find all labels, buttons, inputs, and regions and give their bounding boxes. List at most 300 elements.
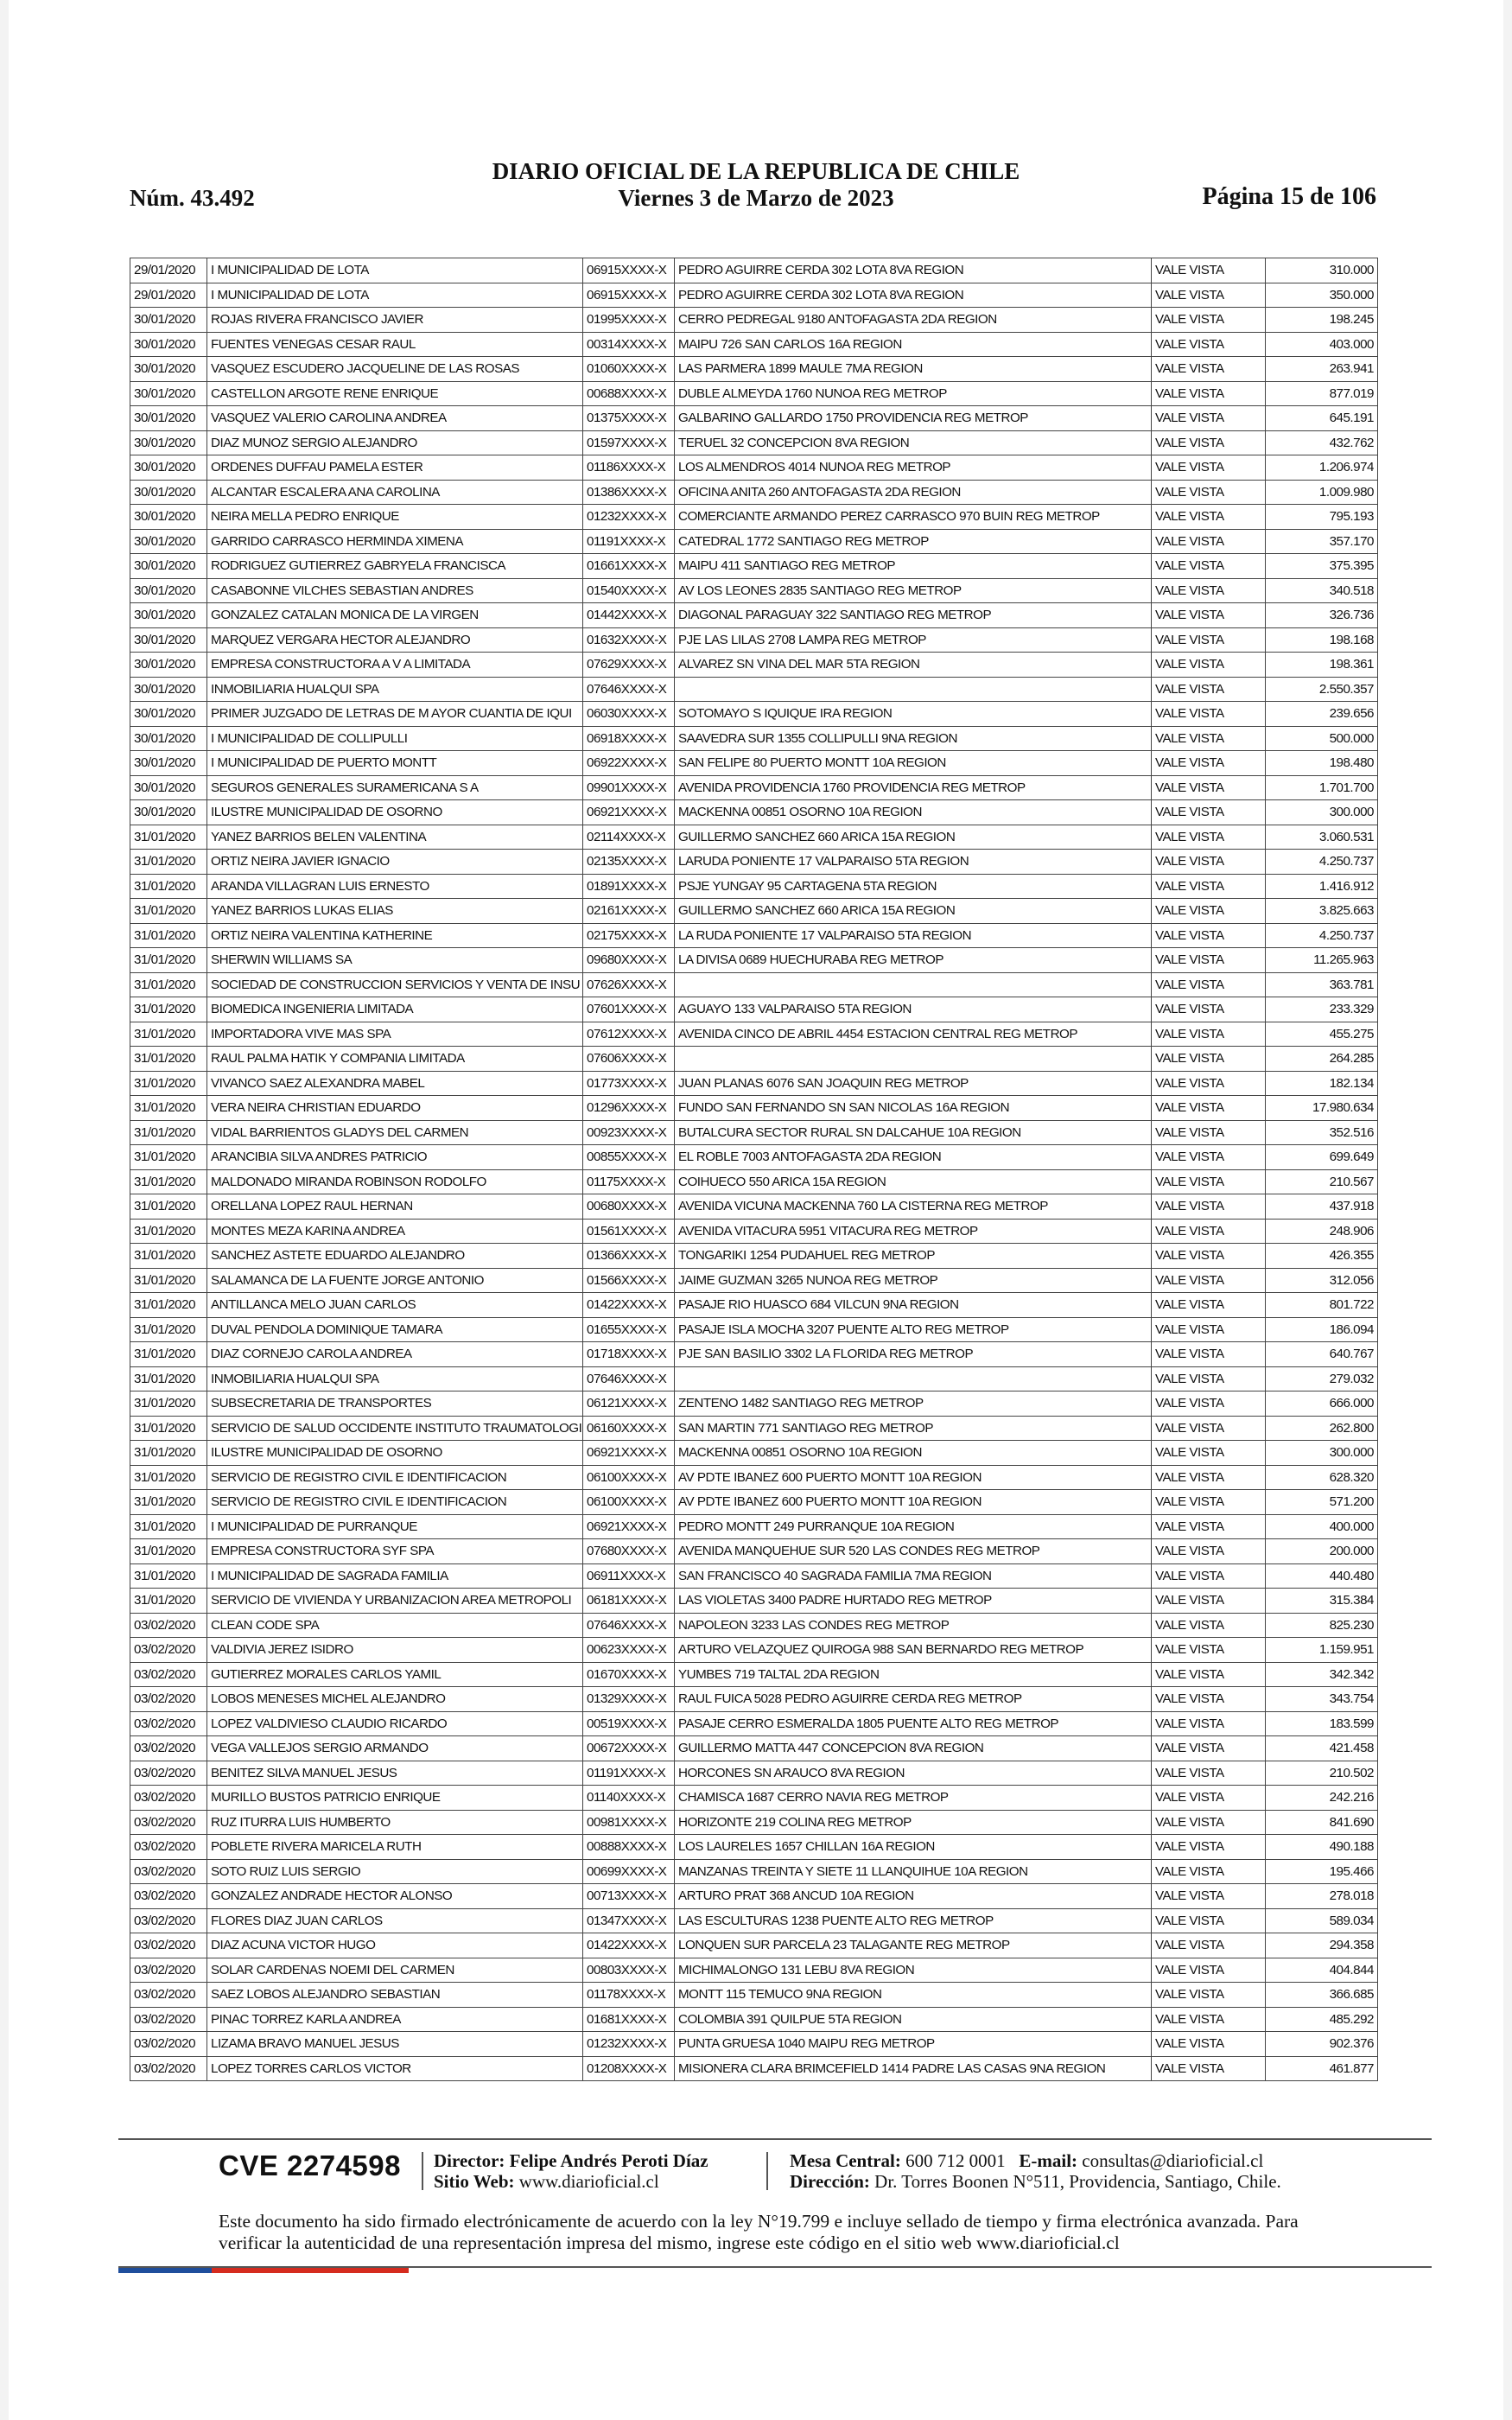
address-cell: GUILLERMO SANCHEZ 660 ARICA 15A REGION bbox=[675, 825, 1152, 850]
web-link[interactable]: www.diarioficial.cl bbox=[518, 2171, 659, 2192]
mesa-label: Mesa Central: bbox=[790, 2150, 901, 2171]
date-cell: 31/01/2020 bbox=[130, 1268, 207, 1293]
rut-cell: 09680XXXX-X bbox=[583, 948, 675, 973]
table-row bbox=[130, 603, 1378, 628]
address-cell: RAUL FUICA 5028 PEDRO AGUIRRE CERDA REG METROP bbox=[675, 1687, 1152, 1712]
rut-cell: 06921XXXX-X bbox=[583, 1441, 675, 1466]
table-row bbox=[130, 1736, 1378, 1761]
name-cell: BIOMEDICA INGENIERIA LIMITADA bbox=[207, 997, 583, 1022]
amount-cell: 262.800 bbox=[1266, 1416, 1378, 1441]
table-row bbox=[130, 1563, 1378, 1589]
amount-cell: 294.358 bbox=[1266, 1933, 1378, 1958]
amount-cell: 666.000 bbox=[1266, 1392, 1378, 1417]
table-row bbox=[130, 381, 1378, 406]
date-cell: 31/01/2020 bbox=[130, 972, 207, 997]
table-row bbox=[130, 997, 1378, 1022]
address-cell: AVENIDA PROVIDENCIA 1760 PROVIDENCIA REG METROP bbox=[675, 775, 1152, 800]
rut-cell: 01329XXXX-X bbox=[583, 1687, 675, 1712]
rut-cell: 01232XXXX-X bbox=[583, 2032, 675, 2057]
address-cell bbox=[675, 677, 1152, 702]
method-cell: VALE VISTA bbox=[1152, 1835, 1266, 1860]
amount-cell: 1.416.912 bbox=[1266, 874, 1378, 899]
address-cell: LAS ESCULTURAS 1238 PUENTE ALTO REG METROP bbox=[675, 1908, 1152, 1933]
table-row bbox=[130, 430, 1378, 455]
amount-cell: 500.000 bbox=[1266, 726, 1378, 751]
table-row bbox=[130, 627, 1378, 653]
name-cell: CLEAN CODE SPA bbox=[207, 1613, 583, 1638]
date-cell: 30/01/2020 bbox=[130, 455, 207, 481]
address-cell: AVENIDA MANQUEHUE SUR 520 LAS CONDES REG METROP bbox=[675, 1539, 1152, 1564]
method-cell: VALE VISTA bbox=[1152, 1219, 1266, 1244]
rut-cell: 09901XXXX-X bbox=[583, 775, 675, 800]
name-cell: VASQUEZ ESCUDERO JACQUELINE DE LAS ROSAS bbox=[207, 357, 583, 382]
rut-cell: 01655XXXX-X bbox=[583, 1317, 675, 1342]
payments-table-body bbox=[130, 258, 1378, 2081]
rut-cell: 07680XXXX-X bbox=[583, 1539, 675, 1564]
rut-cell: 06030XXXX-X bbox=[583, 702, 675, 727]
table-row bbox=[130, 1047, 1378, 1072]
date-cell: 31/01/2020 bbox=[130, 850, 207, 875]
cve-code: CVE 2274598 bbox=[219, 2149, 401, 2181]
name-cell: FUENTES VENEGAS CESAR RAUL bbox=[207, 332, 583, 357]
method-cell: VALE VISTA bbox=[1152, 1465, 1266, 1490]
table-row bbox=[130, 1219, 1378, 1244]
rut-cell: 01891XXXX-X bbox=[583, 874, 675, 899]
amount-cell: 198.361 bbox=[1266, 653, 1378, 678]
method-cell: VALE VISTA bbox=[1152, 308, 1266, 333]
table-row bbox=[130, 825, 1378, 850]
date-cell: 03/02/2020 bbox=[130, 1786, 207, 1811]
email-label: E-mail: bbox=[1019, 2150, 1078, 2171]
table-row bbox=[130, 1613, 1378, 1638]
amount-cell: 461.877 bbox=[1266, 2056, 1378, 2081]
address-cell: GUILLERMO SANCHEZ 660 ARICA 15A REGION bbox=[675, 899, 1152, 924]
flag-stripe-blue bbox=[118, 2268, 212, 2273]
method-cell: VALE VISTA bbox=[1152, 1194, 1266, 1220]
email-link[interactable]: consultas@diarioficial.cl bbox=[1082, 2150, 1264, 2171]
table-row bbox=[130, 2056, 1378, 2081]
amount-cell: 300.000 bbox=[1266, 800, 1378, 825]
table-row bbox=[130, 775, 1378, 800]
gazette-title: DIARIO OFICIAL DE LA REPUBLICA DE CHILE bbox=[492, 158, 1020, 184]
date-cell: 03/02/2020 bbox=[130, 1638, 207, 1663]
amount-cell: 183.599 bbox=[1266, 1711, 1378, 1736]
method-cell: VALE VISTA bbox=[1152, 1293, 1266, 1318]
name-cell: LOBOS MENESES MICHEL ALEJANDRO bbox=[207, 1687, 583, 1712]
amount-cell: 3.825.663 bbox=[1266, 899, 1378, 924]
table-row bbox=[130, 1120, 1378, 1145]
address-cell: MICHIMALONGO 131 LEBU 8VA REGION bbox=[675, 1958, 1152, 1983]
table-row bbox=[130, 972, 1378, 997]
address-cell: NAPOLEON 3233 LAS CONDES REG METROP bbox=[675, 1613, 1152, 1638]
date-cell: 03/02/2020 bbox=[130, 1687, 207, 1712]
date-cell: 30/01/2020 bbox=[130, 480, 207, 505]
address-cell: EL ROBLE 7003 ANTOFAGASTA 2DA REGION bbox=[675, 1145, 1152, 1170]
name-cell: ORTIZ NEIRA JAVIER IGNACIO bbox=[207, 850, 583, 875]
method-cell: VALE VISTA bbox=[1152, 1662, 1266, 1687]
method-cell: VALE VISTA bbox=[1152, 948, 1266, 973]
amount-cell: 366.685 bbox=[1266, 1983, 1378, 2008]
date-cell: 31/01/2020 bbox=[130, 1490, 207, 1515]
method-cell: VALE VISTA bbox=[1152, 1761, 1266, 1786]
address-cell: ALVAREZ SN VINA DEL MAR 5TA REGION bbox=[675, 653, 1152, 678]
rut-cell: 06160XXXX-X bbox=[583, 1416, 675, 1441]
address-cell: PSJE YUNGAY 95 CARTAGENA 5TA REGION bbox=[675, 874, 1152, 899]
amount-cell: 699.649 bbox=[1266, 1145, 1378, 1170]
method-cell: VALE VISTA bbox=[1152, 406, 1266, 431]
method-cell: VALE VISTA bbox=[1152, 1022, 1266, 1047]
date-cell: 03/02/2020 bbox=[130, 1933, 207, 1958]
rut-cell: 01060XXXX-X bbox=[583, 357, 675, 382]
date-cell: 31/01/2020 bbox=[130, 1317, 207, 1342]
amount-cell: 279.032 bbox=[1266, 1366, 1378, 1392]
table-row bbox=[130, 332, 1378, 357]
date-cell: 31/01/2020 bbox=[130, 1293, 207, 1318]
rut-cell: 07612XXXX-X bbox=[583, 1022, 675, 1047]
amount-cell: 350.000 bbox=[1266, 283, 1378, 308]
method-cell: VALE VISTA bbox=[1152, 1958, 1266, 1983]
rut-cell: 00623XXXX-X bbox=[583, 1638, 675, 1663]
name-cell: SERVICIO DE SALUD OCCIDENTE INSTITUTO TRAUMATOLOGI bbox=[207, 1416, 583, 1441]
method-cell: VALE VISTA bbox=[1152, 874, 1266, 899]
table-row bbox=[130, 1786, 1378, 1811]
legal-notice: Este documento ha sido firmado electrónicamente de acuerdo con la ley N°19.799 e incluye sellado de tiempo y firma electrónica avanzada. Para verificar la autenticidad de una representación impresa del mismo, ingrese este código en el sitio web www.diarioficial.cl bbox=[219, 2211, 1299, 2253]
date-cell: 03/02/2020 bbox=[130, 1983, 207, 2008]
method-cell: VALE VISTA bbox=[1152, 1244, 1266, 1269]
name-cell: FLORES DIAZ JUAN CARLOS bbox=[207, 1908, 583, 1933]
name-cell: VIVANCO SAEZ ALEXANDRA MABEL bbox=[207, 1071, 583, 1096]
method-cell: VALE VISTA bbox=[1152, 332, 1266, 357]
address-cell: LOS ALMENDROS 4014 NUNOA REG METROP bbox=[675, 455, 1152, 481]
web-label: Sitio Web: bbox=[434, 2171, 515, 2192]
address-cell: GALBARINO GALLARDO 1750 PROVIDENCIA REG METROP bbox=[675, 406, 1152, 431]
name-cell: I MUNICIPALIDAD DE LOTA bbox=[207, 258, 583, 283]
amount-cell: 902.376 bbox=[1266, 2032, 1378, 2057]
method-cell: VALE VISTA bbox=[1152, 1169, 1266, 1194]
amount-cell: 421.458 bbox=[1266, 1736, 1378, 1761]
table-row bbox=[130, 1071, 1378, 1096]
date-cell: 31/01/2020 bbox=[130, 1392, 207, 1417]
rut-cell: 07646XXXX-X bbox=[583, 677, 675, 702]
rut-cell: 06921XXXX-X bbox=[583, 1514, 675, 1539]
amount-cell: 4.250.737 bbox=[1266, 923, 1378, 948]
director-block bbox=[434, 2150, 708, 2192]
address-cell: LA RUDA PONIENTE 17 VALPARAISO 5TA REGION bbox=[675, 923, 1152, 948]
rut-cell: 06911XXXX-X bbox=[583, 1563, 675, 1589]
amount-cell: 437.918 bbox=[1266, 1194, 1378, 1220]
method-cell: VALE VISTA bbox=[1152, 751, 1266, 776]
method-cell: VALE VISTA bbox=[1152, 1589, 1266, 1614]
address-cell: COIHUECO 550 ARICA 15A REGION bbox=[675, 1169, 1152, 1194]
amount-cell: 242.216 bbox=[1266, 1786, 1378, 1811]
rut-cell: 01670XXXX-X bbox=[583, 1662, 675, 1687]
amount-cell: 589.034 bbox=[1266, 1908, 1378, 1933]
rut-cell: 01681XXXX-X bbox=[583, 2007, 675, 2032]
table-row bbox=[130, 1662, 1378, 1687]
address-cell: MONTT 115 TEMUCO 9NA REGION bbox=[675, 1983, 1152, 2008]
rut-cell: 01566XXXX-X bbox=[583, 1268, 675, 1293]
address-cell: MAIPU 726 SAN CARLOS 16A REGION bbox=[675, 332, 1152, 357]
name-cell: CASABONNE VILCHES SEBASTIAN ANDRES bbox=[207, 578, 583, 603]
name-cell: INMOBILIARIA HUALQUI SPA bbox=[207, 1366, 583, 1392]
rut-cell: 01995XXXX-X bbox=[583, 308, 675, 333]
method-cell: VALE VISTA bbox=[1152, 1908, 1266, 1933]
table-row bbox=[130, 505, 1378, 530]
table-row bbox=[130, 1293, 1378, 1318]
name-cell: VEGA VALLEJOS SERGIO ARMANDO bbox=[207, 1736, 583, 1761]
date-cell: 30/01/2020 bbox=[130, 726, 207, 751]
amount-cell: 233.329 bbox=[1266, 997, 1378, 1022]
rut-cell: 00314XXXX-X bbox=[583, 332, 675, 357]
name-cell: MARQUEZ VERGARA HECTOR ALEJANDRO bbox=[207, 627, 583, 653]
rut-cell: 00699XXXX-X bbox=[583, 1859, 675, 1884]
table-row bbox=[130, 1810, 1378, 1835]
method-cell: VALE VISTA bbox=[1152, 1416, 1266, 1441]
amount-cell: 315.384 bbox=[1266, 1589, 1378, 1614]
method-cell: VALE VISTA bbox=[1152, 1859, 1266, 1884]
issue-number: Núm. 43.492 bbox=[130, 185, 255, 211]
table-row bbox=[130, 1687, 1378, 1712]
rut-cell: 06922XXXX-X bbox=[583, 751, 675, 776]
amount-cell: 343.754 bbox=[1266, 1687, 1378, 1712]
address-cell: TONGARIKI 1254 PUDAHUEL REG METROP bbox=[675, 1244, 1152, 1269]
name-cell: RAUL PALMA HATIK Y COMPANIA LIMITADA bbox=[207, 1047, 583, 1072]
amount-cell: 841.690 bbox=[1266, 1810, 1378, 1835]
date-cell: 31/01/2020 bbox=[130, 1244, 207, 1269]
table-row bbox=[130, 1490, 1378, 1515]
rut-cell: 06121XXXX-X bbox=[583, 1392, 675, 1417]
name-cell: SERVICIO DE VIVIENDA Y URBANIZACION AREA METROPOLI bbox=[207, 1589, 583, 1614]
rut-cell: 01773XXXX-X bbox=[583, 1071, 675, 1096]
method-cell: VALE VISTA bbox=[1152, 899, 1266, 924]
name-cell: I MUNICIPALIDAD DE LOTA bbox=[207, 283, 583, 308]
rut-cell: 07646XXXX-X bbox=[583, 1613, 675, 1638]
address-cell: AVENIDA CINCO DE ABRIL 4454 ESTACION CENTRAL REG METROP bbox=[675, 1022, 1152, 1047]
name-cell: I MUNICIPALIDAD DE COLLIPULLI bbox=[207, 726, 583, 751]
amount-cell: 300.000 bbox=[1266, 1441, 1378, 1466]
table-row bbox=[130, 357, 1378, 382]
table-row bbox=[130, 1761, 1378, 1786]
date-cell: 30/01/2020 bbox=[130, 751, 207, 776]
date-cell: 31/01/2020 bbox=[130, 948, 207, 973]
rut-cell: 01442XXXX-X bbox=[583, 603, 675, 628]
rut-cell: 07646XXXX-X bbox=[583, 1366, 675, 1392]
address-cell: JUAN PLANAS 6076 SAN JOAQUIN REG METROP bbox=[675, 1071, 1152, 1096]
table-row bbox=[130, 1194, 1378, 1220]
date-cell: 30/01/2020 bbox=[130, 332, 207, 357]
address-cell: COMERCIANTE ARMANDO PEREZ CARRASCO 970 BUIN REG METROP bbox=[675, 505, 1152, 530]
table-row bbox=[130, 1244, 1378, 1269]
address-cell: AV PDTE IBANEZ 600 PUERTO MONTT 10A REGION bbox=[675, 1490, 1152, 1515]
amount-cell: 1.159.951 bbox=[1266, 1638, 1378, 1663]
address-cell: OFICINA ANITA 260 ANTOFAGASTA 2DA REGION bbox=[675, 480, 1152, 505]
amount-cell: 198.480 bbox=[1266, 751, 1378, 776]
table-row bbox=[130, 529, 1378, 554]
rut-cell: 02161XXXX-X bbox=[583, 899, 675, 924]
table-row bbox=[130, 1096, 1378, 1121]
direccion-text: Dr. Torres Boonen N°511, Providencia, Santiago, Chile. bbox=[874, 2171, 1281, 2192]
date-cell: 31/01/2020 bbox=[130, 1022, 207, 1047]
direccion-label: Dirección: bbox=[790, 2171, 870, 2192]
director-label: Director: bbox=[434, 2150, 505, 2171]
date-cell: 30/01/2020 bbox=[130, 775, 207, 800]
address-cell: LAS VIOLETAS 3400 PADRE HURTADO REG METROP bbox=[675, 1589, 1152, 1614]
date-cell: 03/02/2020 bbox=[130, 2007, 207, 2032]
method-cell: VALE VISTA bbox=[1152, 554, 1266, 579]
rut-cell: 00855XXXX-X bbox=[583, 1145, 675, 1170]
amount-cell: 571.200 bbox=[1266, 1490, 1378, 1515]
address-cell: JAIME GUZMAN 3265 NUNOA REG METROP bbox=[675, 1268, 1152, 1293]
rut-cell: 06921XXXX-X bbox=[583, 800, 675, 825]
table-row bbox=[130, 923, 1378, 948]
name-cell: I MUNICIPALIDAD DE PURRANQUE bbox=[207, 1514, 583, 1539]
name-cell: SERVICIO DE REGISTRO CIVIL E IDENTIFICACION bbox=[207, 1490, 583, 1515]
table-row bbox=[130, 1169, 1378, 1194]
amount-cell: 263.941 bbox=[1266, 357, 1378, 382]
name-cell: SOTO RUIZ LUIS SERGIO bbox=[207, 1859, 583, 1884]
amount-cell: 628.320 bbox=[1266, 1465, 1378, 1490]
footer-separator bbox=[766, 2152, 768, 2190]
table-row bbox=[130, 1416, 1378, 1441]
address-cell: AV PDTE IBANEZ 600 PUERTO MONTT 10A REGION bbox=[675, 1465, 1152, 1490]
amount-cell: 352.516 bbox=[1266, 1120, 1378, 1145]
date-cell: 30/01/2020 bbox=[130, 308, 207, 333]
rut-cell: 00981XXXX-X bbox=[583, 1810, 675, 1835]
name-cell: ORELLANA LOPEZ RAUL HERNAN bbox=[207, 1194, 583, 1220]
name-cell: IMPORTADORA VIVE MAS SPA bbox=[207, 1022, 583, 1047]
date-cell: 31/01/2020 bbox=[130, 899, 207, 924]
method-cell: VALE VISTA bbox=[1152, 1120, 1266, 1145]
name-cell: NEIRA MELLA PEDRO ENRIQUE bbox=[207, 505, 583, 530]
date-cell: 30/01/2020 bbox=[130, 430, 207, 455]
name-cell: ALCANTAR ESCALERA ANA CAROLINA bbox=[207, 480, 583, 505]
name-cell: SERVICIO DE REGISTRO CIVIL E IDENTIFICACION bbox=[207, 1465, 583, 1490]
amount-cell: 357.170 bbox=[1266, 529, 1378, 554]
date-cell: 31/01/2020 bbox=[130, 1194, 207, 1220]
table-row bbox=[130, 1392, 1378, 1417]
method-cell: VALE VISTA bbox=[1152, 1983, 1266, 2008]
date-cell: 03/02/2020 bbox=[130, 1662, 207, 1687]
table-row bbox=[130, 1441, 1378, 1466]
method-cell: VALE VISTA bbox=[1152, 1268, 1266, 1293]
address-cell: FUNDO SAN FERNANDO SN SAN NICOLAS 16A REGION bbox=[675, 1096, 1152, 1121]
rut-cell: 01661XXXX-X bbox=[583, 554, 675, 579]
address-cell bbox=[675, 1366, 1152, 1392]
address-cell: SAN FRANCISCO 40 SAGRADA FAMILIA 7MA REGION bbox=[675, 1563, 1152, 1589]
method-cell: VALE VISTA bbox=[1152, 627, 1266, 653]
address-cell: CHAMISCA 1687 CERRO NAVIA REG METROP bbox=[675, 1786, 1152, 1811]
rut-cell: 00519XXXX-X bbox=[583, 1711, 675, 1736]
method-cell: VALE VISTA bbox=[1152, 1514, 1266, 1539]
table-row bbox=[130, 1465, 1378, 1490]
address-cell: PEDRO AGUIRRE CERDA 302 LOTA 8VA REGION bbox=[675, 258, 1152, 283]
method-cell: VALE VISTA bbox=[1152, 702, 1266, 727]
method-cell: VALE VISTA bbox=[1152, 258, 1266, 283]
address-cell: MACKENNA 00851 OSORNO 10A REGION bbox=[675, 800, 1152, 825]
name-cell: GONZALEZ CATALAN MONICA DE LA VIRGEN bbox=[207, 603, 583, 628]
table-row bbox=[130, 1933, 1378, 1958]
rut-cell: 07606XXXX-X bbox=[583, 1047, 675, 1072]
date-cell: 30/01/2020 bbox=[130, 627, 207, 653]
method-cell: VALE VISTA bbox=[1152, 1441, 1266, 1466]
amount-cell: 363.781 bbox=[1266, 972, 1378, 997]
date-cell: 31/01/2020 bbox=[130, 1342, 207, 1367]
address-cell: LAS PARMERA 1899 MAULE 7MA REGION bbox=[675, 357, 1152, 382]
rut-cell: 01386XXXX-X bbox=[583, 480, 675, 505]
address-cell: ARTURO VELAZQUEZ QUIROGA 988 SAN BERNARDO REG METROP bbox=[675, 1638, 1152, 1663]
date-cell: 30/01/2020 bbox=[130, 505, 207, 530]
method-cell: VALE VISTA bbox=[1152, 1736, 1266, 1761]
date-cell: 31/01/2020 bbox=[130, 1416, 207, 1441]
date-cell: 29/01/2020 bbox=[130, 283, 207, 308]
date-cell: 30/01/2020 bbox=[130, 357, 207, 382]
address-cell: YUMBES 719 TALTAL 2DA REGION bbox=[675, 1662, 1152, 1687]
method-cell: VALE VISTA bbox=[1152, 430, 1266, 455]
date-cell: 03/02/2020 bbox=[130, 1613, 207, 1638]
address-cell: PASAJE CERRO ESMERALDA 1805 PUENTE ALTO REG METROP bbox=[675, 1711, 1152, 1736]
name-cell: CASTELLON ARGOTE RENE ENRIQUE bbox=[207, 381, 583, 406]
date-cell: 31/01/2020 bbox=[130, 1169, 207, 1194]
director-name: Felipe Andrés Peroti Díaz bbox=[509, 2150, 708, 2171]
table-row bbox=[130, 751, 1378, 776]
name-cell: ILUSTRE MUNICIPALIDAD DE OSORNO bbox=[207, 800, 583, 825]
table-row bbox=[130, 1145, 1378, 1170]
table-row bbox=[130, 2007, 1378, 2032]
method-cell: VALE VISTA bbox=[1152, 923, 1266, 948]
amount-cell: 440.480 bbox=[1266, 1563, 1378, 1589]
name-cell: ORTIZ NEIRA VALENTINA KATHERINE bbox=[207, 923, 583, 948]
mesa-phone: 600 712 0001 bbox=[905, 2150, 1006, 2171]
flag-stripe-red bbox=[212, 2268, 409, 2273]
name-cell: SUBSECRETARIA DE TRANSPORTES bbox=[207, 1392, 583, 1417]
rut-cell: 01375XXXX-X bbox=[583, 406, 675, 431]
date-cell: 31/01/2020 bbox=[130, 1071, 207, 1096]
method-cell: VALE VISTA bbox=[1152, 726, 1266, 751]
date-cell: 03/02/2020 bbox=[130, 1835, 207, 1860]
table-row bbox=[130, 2032, 1378, 2057]
name-cell: PINAC TORREZ KARLA ANDREA bbox=[207, 2007, 583, 2032]
date-cell: 03/02/2020 bbox=[130, 2032, 207, 2057]
date-cell: 03/02/2020 bbox=[130, 1884, 207, 1909]
address-cell: AV LOS LEONES 2835 SANTIAGO REG METROP bbox=[675, 578, 1152, 603]
amount-cell: 403.000 bbox=[1266, 332, 1378, 357]
date-cell: 31/01/2020 bbox=[130, 1539, 207, 1564]
name-cell: SANCHEZ ASTETE EDUARDO ALEJANDRO bbox=[207, 1244, 583, 1269]
address-cell: HORCONES SN ARAUCO 8VA REGION bbox=[675, 1761, 1152, 1786]
amount-cell: 198.168 bbox=[1266, 627, 1378, 653]
table-row bbox=[130, 1958, 1378, 1983]
amount-cell: 195.466 bbox=[1266, 1859, 1378, 1884]
contact-block bbox=[790, 2150, 1281, 2192]
method-cell: VALE VISTA bbox=[1152, 677, 1266, 702]
amount-cell: 248.906 bbox=[1266, 1219, 1378, 1244]
address-cell: AVENIDA VICUNA MACKENNA 760 LA CISTERNA REG METROP bbox=[675, 1194, 1152, 1220]
table-row bbox=[130, 1539, 1378, 1564]
method-cell: VALE VISTA bbox=[1152, 1047, 1266, 1072]
table-row bbox=[130, 283, 1378, 308]
address-cell: PJE SAN BASILIO 3302 LA FLORIDA REG METROP bbox=[675, 1342, 1152, 1367]
name-cell: I MUNICIPALIDAD DE SAGRADA FAMILIA bbox=[207, 1563, 583, 1589]
rut-cell: 00680XXXX-X bbox=[583, 1194, 675, 1220]
name-cell: SOLAR CARDENAS NOEMI DEL CARMEN bbox=[207, 1958, 583, 1983]
method-cell: VALE VISTA bbox=[1152, 825, 1266, 850]
date-cell: 31/01/2020 bbox=[130, 874, 207, 899]
amount-cell: 1.206.974 bbox=[1266, 455, 1378, 481]
rut-cell: 01718XXXX-X bbox=[583, 1342, 675, 1367]
method-cell: VALE VISTA bbox=[1152, 578, 1266, 603]
rut-cell: 02135XXXX-X bbox=[583, 850, 675, 875]
method-cell: VALE VISTA bbox=[1152, 283, 1266, 308]
